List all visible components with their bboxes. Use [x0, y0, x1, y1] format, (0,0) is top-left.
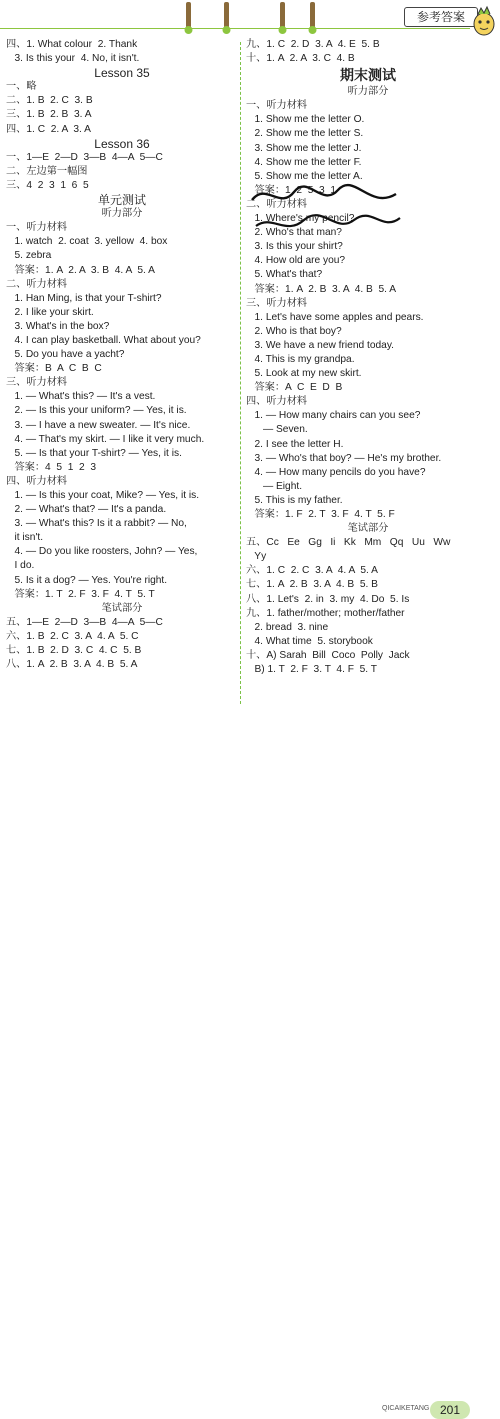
answer-line: 二、左边第一幅图	[6, 165, 88, 177]
mascot-icon	[472, 4, 496, 36]
answer-line: 2. bread 3. nine	[246, 621, 329, 633]
answer-line: 1. Han Ming, is that your T-shirt?	[6, 292, 162, 304]
answer-line: 一、听力材料	[246, 100, 308, 112]
answer-line: 3. — Who's that boy? — He's my brother.	[246, 452, 442, 464]
answer-line: 二、听力材料	[246, 198, 308, 210]
answer-line: 答案：1. A 2. B 3. A 4. B 5. A	[246, 283, 397, 295]
answer-line: 一、听力材料	[6, 222, 68, 234]
answer-line: 2. I like your skirt.	[6, 306, 94, 318]
answer-line: 3. — I have a new sweater. — It's nice.	[6, 419, 191, 431]
answer-line: 3. What's in the box?	[6, 320, 110, 332]
answer-line: 答案：1. T 2. F 3. F 4. T 5. T	[6, 588, 155, 600]
answer-line: 4. — Do you like roosters, John? — Yes,	[6, 546, 198, 558]
answer-line: 1. — How many chairs can you see?	[246, 410, 421, 422]
column-divider	[240, 42, 241, 704]
answer-line: 3. Is this your shirt?	[246, 241, 343, 253]
answer-line: 5. This is my father.	[246, 494, 343, 506]
answer-line: 期末测试	[340, 67, 396, 84]
answer-line: 听力部分	[347, 86, 389, 98]
page-header	[0, 0, 500, 38]
answer-line: 2. — Is this your uniform? — Yes, it is.	[6, 405, 187, 417]
answer-line: 1. Where's my pencil?	[246, 213, 355, 225]
answer-line: 5. Is it a dog? — Yes. You're right.	[6, 574, 168, 586]
answer-line: 答案：A C E D B	[246, 382, 343, 394]
answer-line: 3. We have a new friend today.	[246, 339, 394, 351]
answer-line: 1. — Is this your coat, Mike? — Yes, it is.	[6, 490, 200, 501]
answer-line: 十、A) Sarah Bill Coco Polly Jack	[246, 649, 410, 661]
page-footer	[0, 700, 500, 1417]
answer-line: 1. Let's have some apples and pears.	[246, 311, 424, 323]
answer-line: 二、听力材料	[6, 278, 68, 290]
answer-line: 四、1. C 2. A 3. A	[6, 123, 91, 135]
answer-line: 3. — What's this? Is it a rabbit? — No,	[6, 518, 187, 530]
answer-line: 2. — What's that? — It's a panda.	[6, 504, 167, 516]
answer-line: 4. I can play basketball. What about you?	[6, 334, 201, 346]
answer-line: 七、1. B 2. D 3. C 4. C 5. B	[6, 645, 142, 657]
answer-line: 二、1. B 2. C 3. B	[6, 95, 93, 107]
handwritten-watermark	[246, 180, 406, 240]
answer-line: 4. — That's my skirt. — I like it very much.	[6, 433, 205, 445]
answer-line: 三、1. B 2. B 3. A	[6, 109, 92, 121]
answer-line: 十、1. A 2. A 3. C 4. B	[246, 53, 355, 65]
answer-line: 答案：1. A 2. A 3. B 4. A 5. A	[6, 264, 155, 276]
answer-line: 四、1. What colour 2. Thank	[6, 39, 138, 50]
answer-line: — Eight.	[246, 480, 303, 492]
answer-line: Lesson 35	[94, 66, 150, 81]
right-answer-column	[246, 38, 490, 677]
answer-line: 答案：4 5 1 2 3	[6, 461, 97, 473]
answer-line: — Seven.	[246, 424, 308, 436]
answer-line: 五、1—E 2—D 3—B 4—A 5—C	[6, 616, 163, 628]
answer-line: it isn't.	[6, 532, 44, 544]
answer-line: 2. I see the letter H.	[246, 438, 344, 450]
answer-line: 1. — What's this? — It's a vest.	[6, 391, 156, 403]
answer-line: 答案：1 2 5 3 1	[246, 184, 337, 196]
answer-line: 听力部分	[101, 208, 143, 220]
answer-line: 笔试部分	[347, 523, 389, 535]
answer-line: 3. Show me the letter J.	[246, 142, 362, 154]
hanging-tags-decoration	[180, 2, 330, 36]
answer-line: 五、Cc Ee Gg Ii Kk Mm Qq Uu Ww	[246, 537, 451, 549]
answer-line: 4. — How many pencils do you have?	[246, 466, 426, 478]
answer-line: 5. What's that?	[246, 269, 323, 281]
answer-line: 八、1. Let's 2. in 3. my 4. Do 5. Is	[246, 593, 410, 605]
answer-line: 三、4 2 3 1 6 5	[6, 179, 89, 191]
answer-line: 2. Who is that boy?	[246, 325, 342, 337]
answer-line: 九、1. C 2. D 3. A 4. E 5. B	[246, 39, 380, 50]
answer-line: 1. watch 2. coat 3. yellow 4. box	[6, 236, 168, 248]
answer-line: 三、听力材料	[6, 377, 68, 389]
answer-line: Yy	[246, 551, 267, 563]
footer-credit: QICAIKETANG	[382, 1405, 430, 1412]
answer-line: 四、听力材料	[246, 396, 308, 408]
answer-line: 九、1. father/mother; mother/father	[246, 607, 405, 619]
answer-line: 1. Show me the letter O.	[246, 114, 365, 126]
answer-line: 一、略	[6, 81, 37, 93]
page-number: 201	[430, 1401, 470, 1419]
answer-line: 3. Is this your 4. No, it isn't.	[6, 53, 140, 65]
answer-line: 七、1. A 2. B 3. A 4. B 5. B	[246, 579, 378, 591]
left-answer-column	[6, 38, 238, 672]
answer-line: 一、1—E 2—D 3—B 4—A 5—C	[6, 151, 163, 163]
answer-line: 4. How old are you?	[246, 255, 346, 267]
answer-line: 2. Show me the letter S.	[246, 128, 364, 140]
answer-line: 四、听力材料	[6, 475, 68, 487]
answer-line: 答案：B A C B C	[6, 363, 102, 375]
answer-line: 5. zebra	[6, 250, 52, 262]
answer-line: 5. Show me the letter A.	[246, 170, 363, 182]
answer-line: 2. Who's that man?	[246, 227, 342, 239]
answer-line: 八、1. A 2. B 3. A 4. B 5. A	[6, 659, 138, 671]
answer-line: 笔试部分	[101, 602, 143, 614]
answer-line: 六、1. B 2. C 3. A 4. A 5. C	[6, 630, 139, 642]
answer-line: 5. Look at my new skirt.	[246, 368, 362, 380]
answer-line: 答案：1. F 2. T 3. F 4. T 5. F	[246, 509, 395, 520]
answer-line: 六、1. C 2. C 3. A 4. A 5. A	[246, 565, 378, 577]
answer-line: B) 1. T 2. F 3. T 4. F 5. T	[246, 664, 377, 676]
answer-line: 4. Show me the letter F.	[246, 156, 362, 168]
answer-line: 4. This is my grandpa.	[246, 353, 355, 365]
answer-line: Lesson 36	[94, 136, 150, 151]
answer-line: 5. — Is that your T-shirt? — Yes, it is.	[6, 447, 182, 459]
answer-line: 4. What time 5. storybook	[246, 635, 373, 647]
answer-line: 单元测试	[97, 193, 146, 208]
answer-line: I do.	[6, 560, 35, 572]
answer-line: 三、听力材料	[246, 297, 308, 309]
answer-key-label: 参考答案	[404, 7, 478, 27]
answer-line: 5. Do you have a yacht?	[6, 349, 125, 361]
